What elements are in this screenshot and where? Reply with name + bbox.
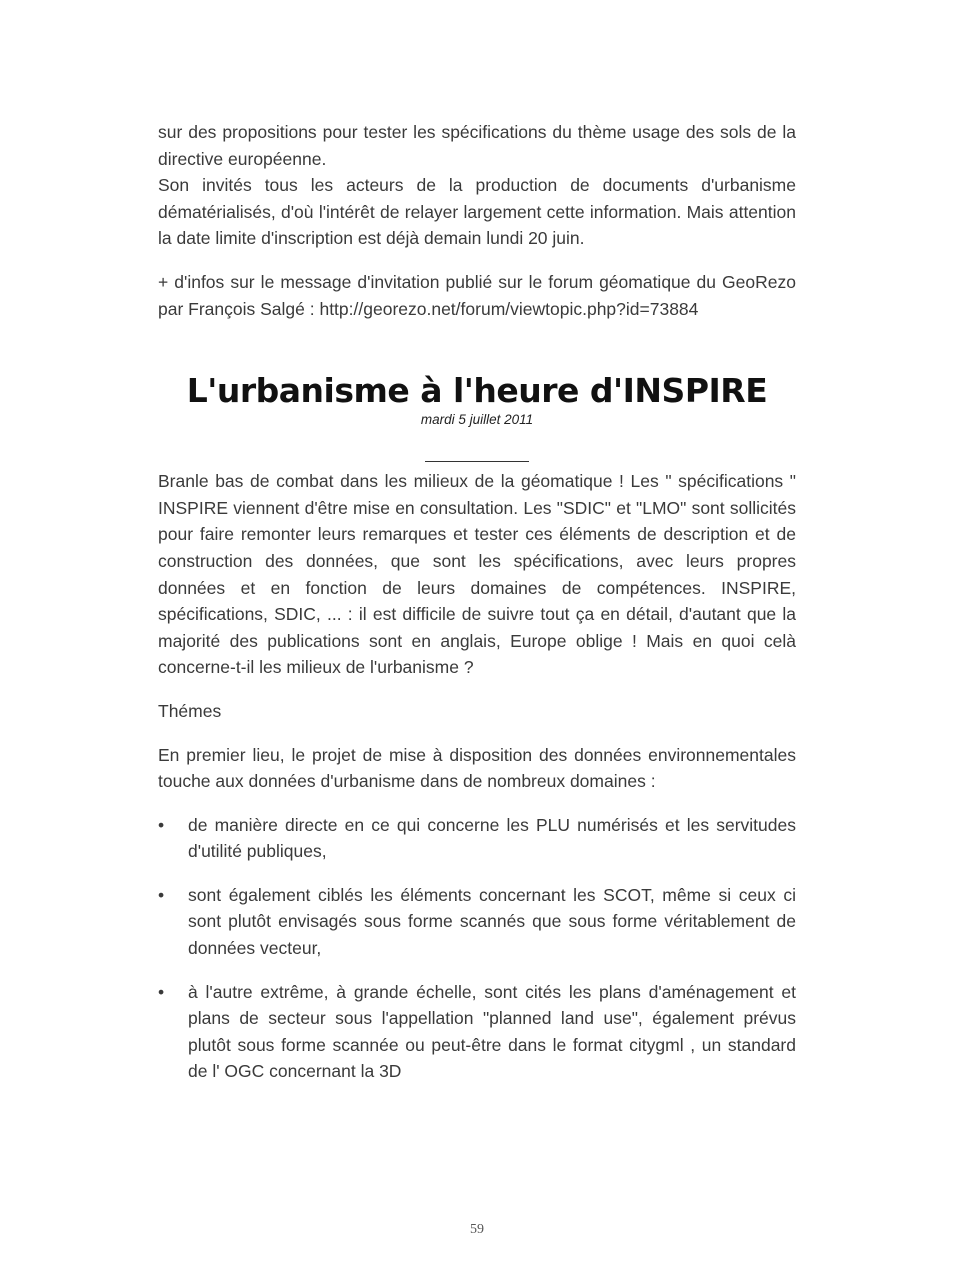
list-item-text: à l'autre extrême, à grande échelle, sont cités les plans d'aménagement et plans de secteur sous l'appellation "planned land use", également prévus plutôt sous forme scannée ou peut-être dans le format citygml , un standard de l' OGC concernant la 3D xyxy=(188,981,796,1082)
title-separator xyxy=(425,449,529,462)
intro-paragraph-1: sur des propositions pour tester les spécifications du thème usage des sols de la directive européenne. xyxy=(158,122,796,169)
article-header xyxy=(158,371,796,462)
bullet-list xyxy=(158,812,796,1085)
section-heading: Thémes xyxy=(158,700,222,721)
article-paragraph-1: Branle bas de combat dans les milieux de la géomatique ! Les " spécifications " INSPIRE viennent d'être mise en consultation. Les "SDIC" et "LMO" sont sollicités pour faire remonter leurs remarques et tester ces éléments de description et de construction des données, que sont les spécifications, avec leurs propres données et en fonction de leurs domaines de compétences. INSPIRE, spécifications, SDIC, ... : il est difficile de suivre tout ça en détail, d'autant que la majorité des publications sont en anglais, Europe oblige ! Mais en quoi celà concerne-t-il les milieux de l'urbanisme ? xyxy=(158,471,796,678)
article-title: L'urbanisme à l'heure d'INSPIRE xyxy=(186,371,768,411)
list-item-text: sont également ciblés les éléments concernant les SCOT, même si ceux ci sont plutôt envisagés sous forme scannés que sous forme véritablement de données vecteur, xyxy=(188,884,796,959)
bullet-icon: • xyxy=(158,814,165,835)
list-item xyxy=(158,979,796,1085)
list-item xyxy=(158,882,796,962)
page-number: 59 xyxy=(470,1222,484,1237)
bullet-icon: • xyxy=(158,884,165,905)
list-item-text: de manière directe en ce qui concerne les PLU numérisés et les servitudes d'utilité publiques, xyxy=(188,814,796,862)
article-paragraph-2: En premier lieu, le projet de mise à disposition des données environnementales touche aux données d'urbanisme dans de nombreux domaines : xyxy=(158,744,796,792)
article-date: mardi 5 juillet 2011 xyxy=(420,412,534,428)
list-item xyxy=(158,812,796,865)
bullet-icon: • xyxy=(158,981,165,1002)
intro-paragraph-3: + d'infos sur le message d'invitation publié sur le forum géomatique du GeoRezo par François Salgé : http://georezo.net/forum/viewtopic.php?id=73884 xyxy=(158,271,796,319)
page-content xyxy=(158,119,796,1085)
intro-paragraph-2: Son invités tous les acteurs de la production de documents d'urbanisme dématérialisés, d'où l'intérêt de relayer largement cette information. Mais attention la date limite d'inscription est déjà demain lundi 20 juin. xyxy=(158,175,796,249)
